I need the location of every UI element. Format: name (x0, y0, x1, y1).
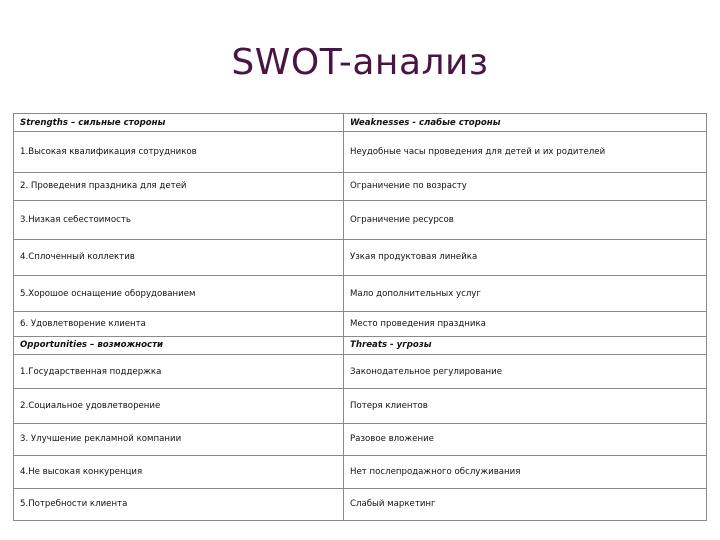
opportunity-cell: 1.Государственная поддержка (14, 354, 344, 388)
table-row (14, 312, 707, 336)
weaknesses-header: Weaknesses - слабые стороны (344, 114, 707, 132)
table-row (14, 389, 707, 423)
strength-cell: 5.Хорошое оснащение оборудованием (14, 275, 344, 311)
table-row (14, 239, 707, 275)
opportunity-cell: 5.Потребности клиента (14, 488, 344, 520)
strength-cell: 2. Проведения праздника для детей (14, 172, 344, 200)
opportunity-cell: 4.Не высокая конкуренция (14, 456, 344, 488)
table-row (14, 132, 707, 172)
weakness-cell: Ограничение ресурсов (344, 201, 707, 239)
table-row (14, 172, 707, 200)
weakness-cell: Узкая продуктовая линейка (344, 239, 707, 275)
table-row (14, 488, 707, 520)
threat-cell: Потеря клиентов (344, 389, 707, 423)
threat-cell: Слабый маркетинг (344, 488, 707, 520)
opportunity-cell: 3. Улучшение рекламной компании (14, 423, 344, 455)
opportunity-cell: 2.Социальное удовлетворение (14, 389, 344, 423)
table-row (14, 275, 707, 311)
strengths-header: Strengths – сильные стороны (14, 114, 344, 132)
weakness-cell: Мало дополнительных услуг (344, 275, 707, 311)
threats-header: Threats - угрозы (344, 336, 707, 354)
strength-cell: 6. Удовлетворение клиента (14, 312, 344, 336)
strength-cell: 1.Высокая квалификация сотрудников (14, 132, 344, 172)
table-header-row (14, 336, 707, 354)
table-header-row (14, 114, 707, 132)
page-title: SWOT-анализ (231, 42, 489, 83)
table-row (14, 354, 707, 388)
weakness-cell: Место проведения праздника (344, 312, 707, 336)
weakness-cell: Неудобные часы проведения для детей и их родителей (344, 132, 707, 172)
table-row (14, 423, 707, 455)
weakness-cell: Ограничение по возрасту (344, 172, 707, 200)
swot-table (13, 113, 707, 521)
table-row (14, 201, 707, 239)
strength-cell: 3.Низкая себестоимость (14, 201, 344, 239)
opportunities-header: Opportunities – возможности (14, 336, 344, 354)
threat-cell: Разовое вложение (344, 423, 707, 455)
strength-cell: 4.Сплоченный коллектив (14, 239, 344, 275)
table-row (14, 456, 707, 488)
threat-cell: Нет послепродажного обслуживания (344, 456, 707, 488)
threat-cell: Законодательное регулирование (344, 354, 707, 388)
